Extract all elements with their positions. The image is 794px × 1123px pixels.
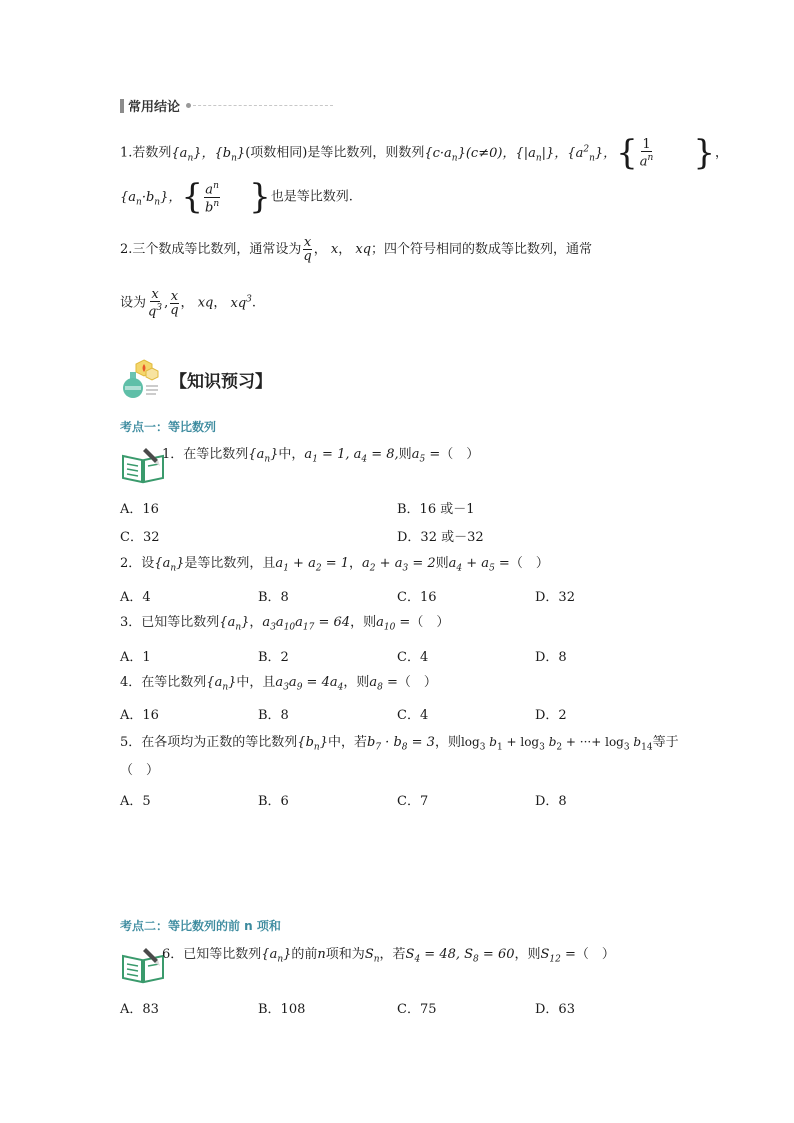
q5-option-a[interactable]: A．5 — [120, 794, 151, 809]
q2-option-b[interactable]: B．8 — [258, 590, 289, 605]
preview-title: 【知识预习】 — [170, 371, 272, 392]
conclusion-text: 1.若数列 — [120, 145, 172, 161]
q2-option-a[interactable]: A．4 — [120, 590, 151, 605]
conclusion-text: (项数相同)是等比数列，则数列 — [245, 145, 425, 161]
heading-bar — [120, 99, 124, 113]
q4-option-d[interactable]: D．2 — [535, 708, 567, 723]
q5-option-b[interactable]: B．6 — [258, 794, 289, 809]
q6-option-b[interactable]: B．108 — [258, 1002, 306, 1017]
q4-option-a[interactable]: A．16 — [120, 708, 159, 723]
q5-option-c[interactable]: C．7 — [397, 794, 429, 809]
q3-option-d[interactable]: D．8 — [535, 650, 567, 665]
q4-option-c[interactable]: C．4 — [397, 708, 429, 723]
conclusion-2-line-2: 设为 $\frac{x}{q^3}$ , $\frac{x}{q}$ ， xq， $xq^3$. — [120, 287, 257, 320]
kp1-title: 考点一：等比数列 — [120, 420, 217, 434]
q3-option-c[interactable]: C．4 — [397, 650, 429, 665]
flask-icon — [122, 358, 164, 400]
conclusion-text: 也是等比数列. — [270, 189, 353, 205]
q6-option-a[interactable]: A．83 — [120, 1002, 159, 1017]
book-pencil-icon — [120, 444, 166, 484]
question-5-stem: 5．在各项均为正数的等比数列$\{b_n\}$中，若$b_7 \cdot b_8 = 3$，则$\log_3 b_1 + \log_3 b_2$ + ···+ $\log_3 b_{14}$等于 — [120, 735, 679, 753]
section-heading — [120, 96, 333, 115]
question-5-paren: （ ） — [120, 763, 160, 778]
conclusion-text: 2.三个数成等比数列，通常设为 — [120, 242, 302, 257]
q3-option-b[interactable]: B．2 — [258, 650, 289, 665]
q1-option-a[interactable]: A．16 — [120, 502, 159, 517]
conclusion-text: 设为 — [120, 295, 147, 311]
conclusion-2-line-1: 2.三个数成等比数列，通常设为 $\frac{x}{q}$ ， x， xq；四个符号相同的数成等比数列，通常 — [120, 235, 593, 264]
kp2-title: 考点二：等比数列的前 n 项和 — [120, 919, 281, 933]
heading-rule — [193, 105, 333, 106]
q3-option-a[interactable]: A．1 — [120, 650, 151, 665]
q6-option-d[interactable]: D．63 — [535, 1002, 575, 1017]
q2-option-c[interactable]: C．16 — [397, 590, 437, 605]
question-1-stem: 1．在等比数列$\{a_n\}$中，$a_1 = 1$, $a_4 = 8$,则$a_5$ =（ ） — [162, 447, 480, 465]
question-3-stem: 3．已知等比数列$\{a_n\}$，$a_3a_{10}a_{17} = 64$，则$a_{10}$ =（ ） — [120, 615, 450, 633]
q4-option-b[interactable]: B．8 — [258, 708, 289, 723]
q5-option-d[interactable]: D．8 — [535, 794, 567, 809]
q1-option-d[interactable]: D．32 或－32 — [397, 530, 484, 545]
conclusion-text: ；四个符号相同的数成等比数列，通常 — [371, 242, 593, 257]
conclusion-1-line-2: $\{a_n\cdot b_n\}$，{ $\frac{a^n}{b^n}$ }也是等比数列. — [120, 177, 353, 217]
book-pencil-icon — [120, 944, 166, 984]
q2-option-d[interactable]: D．32 — [535, 590, 575, 605]
conclusion-1-line-1: 1.若数列$\{a_n\}$，$\{b_n\}$(项数相同)是等比数列，则数列$\{c\cdot a_n\}(c\ne 0)$，$\{|a_n|\}$，$\{a^2_n\}$，{ $\frac{1}{a^n}$ }， — [120, 133, 728, 173]
q1-option-c[interactable]: C．32 — [120, 530, 160, 545]
question-2-stem: 2．设$\{a_n\}$是等比数列，且$a_1 + a_2 = 1$，$a_2 + a_3 = 2$则$a_4 + a_5$ =（ ） — [120, 556, 549, 574]
preview-heading — [122, 358, 272, 400]
section-title: 常用结论 — [128, 100, 181, 115]
q6-option-c[interactable]: C．75 — [397, 1002, 437, 1017]
q1-option-b[interactable]: B．16 或－1 — [397, 502, 475, 517]
question-4-stem: 4．在等比数列$\{a_n\}$中，且$a_3a_9 = 4a_4$，则$a_8$ =（ ） — [120, 675, 437, 693]
question-6-stem: 6．已知等比数列$\{a_n\}$的前n项和为$S_n$，若$S_4 = 48$, $S_8 = 60$，则$S_{12}$ =（ ） — [162, 947, 615, 965]
heading-dot — [186, 103, 191, 108]
